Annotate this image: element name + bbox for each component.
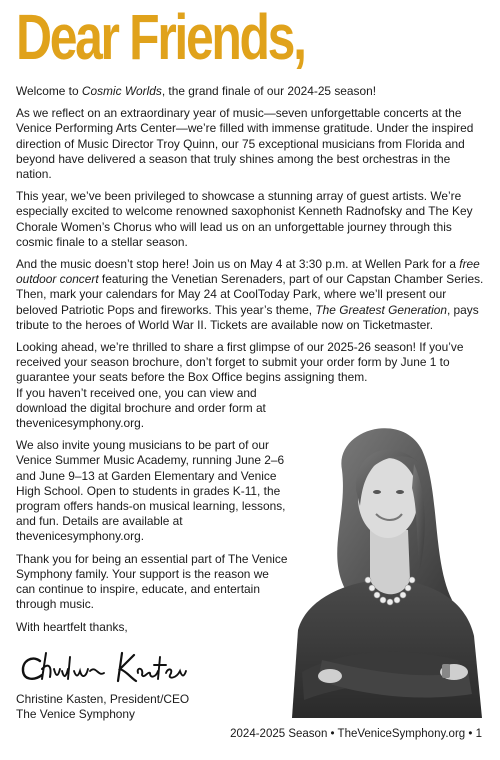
paragraph-academy: We also invite young musicians to be part of our Venice Summer Music Academy, running June 2–6 and June 9–13 at Garden Elementary and Venice High School. Open to students in grades K-11, the program offers hands-on musical learning, lessons, and fun. Details are available at thevenicesymphony.org.: [16, 438, 286, 544]
page-heading: Dear Friends,: [16, 1, 305, 73]
events-text-2: featuring the Venetian Serenaders, part of our Capstan Chamber Series. Then, mark your calendars for May 24 at CoolToday Park, where we’ll present our beloved Patriotic Pops and fireworks. This year’s theme,: [16, 272, 484, 317]
welcome-text: Welcome to: [16, 84, 82, 98]
paragraph-welcome: [16, 84, 484, 99]
signer-name: Christine Kasten, President/CEO: [16, 692, 190, 706]
paragraph-reflect: As we reflect on an extraordinary year of music—seven unforgettable concerts at the Venice Performing Arts Center—we’re filled with immense gratitude. Under the inspired direction of Music Director Troy Quinn, our 75 exceptional musicians from Florida and beyond have delivered a season that truly shines among the best orchestras in the nation.: [16, 106, 474, 182]
paragraph-next-season: Looking ahead, we’re thrilled to share a first glimpse of our 2025-26 season! If you’ve received your season brochure, don’t forget to submit your order form by June 1 to guarantee your seats before the Box Office begins assigning them.: [16, 340, 464, 385]
theme-title: The Greatest Generation: [315, 302, 447, 317]
paragraph-thanks: Thank you for being an essential part of The Venice Symphony family. Your support is the reason we can continue to inspire, educate, and entertain through music.: [16, 551, 288, 612]
portrait-photo: [282, 410, 482, 718]
signature-image: [18, 647, 188, 689]
portrait-illustration: [282, 410, 482, 718]
events-text-1: And the music doesn’t stop here! Join us on May 4 at 3:30 p.m. at Wellen Park for a: [16, 257, 460, 272]
paragraph-brochure: If you haven’t received one, you can view and download the digital brochure and order form at thevenicesymphony.org.: [16, 385, 266, 431]
signer-organization: The Venice Symphony: [16, 707, 135, 721]
signature-block: [16, 692, 189, 722]
events-text-3: , pays tribute to the heroes of World War II. Tickets are available now on Ticketmaster.: [16, 302, 479, 332]
free-concert-text: free outdoor concert: [16, 257, 480, 287]
paragraph-guest-artists: This year, we’ve been privileged to showcase a stunning array of guest artists. We’re especially excited to welcome renowned saxophonist Kenneth Radnofsky and The Key Chorale Women’s Chorus who will lead us on an unforgettable journey through this cosmic finale to a stellar season.: [16, 189, 473, 249]
paragraph-events: [16, 257, 484, 333]
page-footer: 2024-2025 Season • TheVeniceSymphony.org • 1: [230, 728, 482, 740]
welcome-text-end: , the grand finale of our 2024-25 season!: [161, 84, 376, 98]
closing-line: With heartfelt thanks,: [16, 619, 128, 634]
concert-title: Cosmic Worlds: [81, 84, 162, 98]
